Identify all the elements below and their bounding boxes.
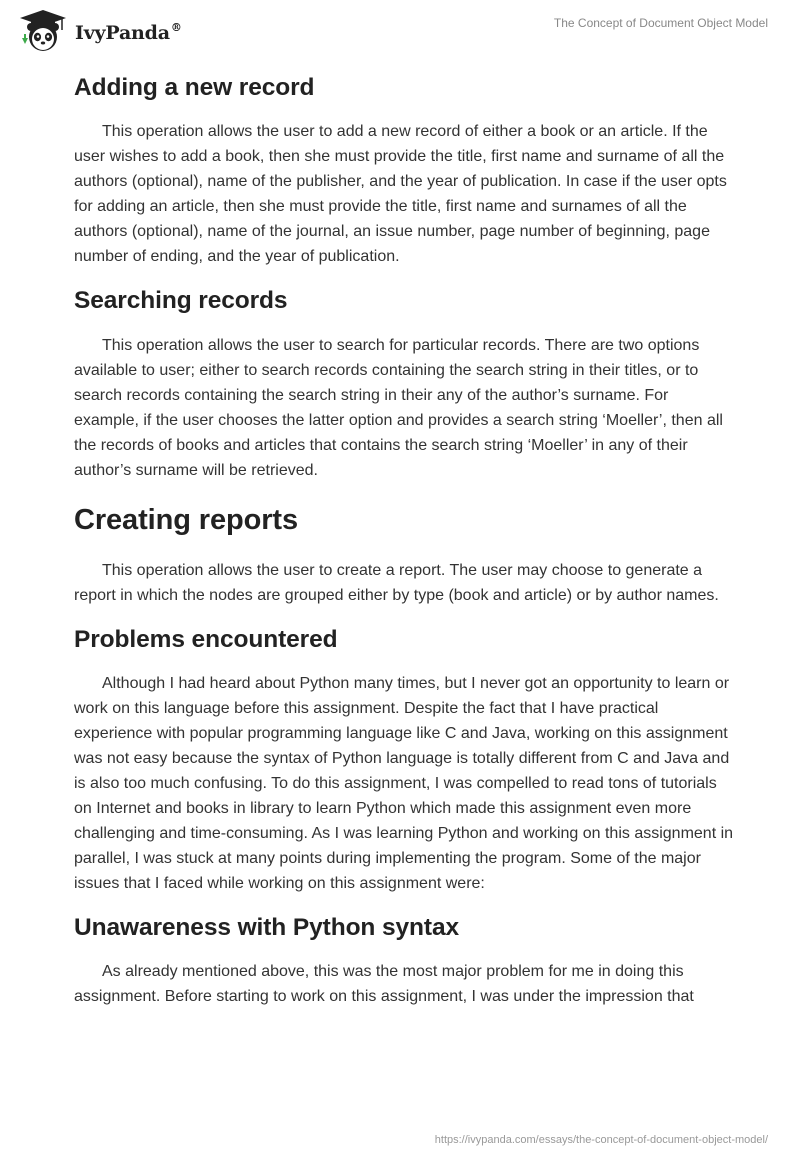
- essay-content: [74, 70, 734, 1009]
- section-heading-searching-records: Searching records: [74, 287, 288, 315]
- section-heading-adding-record: Adding a new record: [74, 74, 315, 101]
- document-title: The Concept of Document Object Model: [553, 16, 768, 30]
- paragraph-searching-records: This operation allows the user to search for particular records. There are two options available to user; either to search records containing the search string in their titles, or to search records containing the search string in their any of the author’s surname. For example, if the user chooses the latter option and provides a search string ‘Moeller’, then all the records of books and articles that contains the search string ‘Moeller’ in any of their author’s surname will be retrieved.: [74, 336, 723, 479]
- paragraph-problems-encountered: Although I had heard about Python many times, but I never got an opportunity to learn or work on this language before this assignment. Despite the fact that I have practical experience with popular programming language like C and Java, working on this assignment was not easy because the syntax of Python language is totally different from C and Java and is also too much confusing. To do this assignment, I was compelled to read tons of tutorials on Internet and books in library to learn Python which made this assignment even more challenging and time-consuming. As I was learning Python and working on this assignment in parallel, I was stuck at many points during implementing the program. Some of the major issues that I faced while working on this assignment were:: [74, 674, 734, 892]
- source-url[interactable]: https://ivypanda.com/essays/the-concept-of-document-object-model/: [434, 1134, 768, 1146]
- page-header: [0, 0, 800, 62]
- paragraph-creating-reports: This operation allows the user to create a report. The user may choose to generate a report in which the nodes are grouped either by type (book and article) or by author names.: [74, 561, 719, 604]
- section-heading-creating-reports: Creating reports: [74, 503, 298, 536]
- paragraph-unawareness-python: As already mentioned above, this was the most major problem for me in doing this assignment. Before starting to work on this assignment, I was under the impression that: [74, 963, 694, 1006]
- section-heading-problems-encountered: Problems encountered: [74, 625, 338, 653]
- ivypanda-logo[interactable]: [16, 8, 182, 54]
- brand-name-text: IvyPanda: [75, 21, 170, 44]
- registered-mark: ®: [170, 20, 182, 34]
- brand-name: [75, 21, 182, 44]
- panda-graduate-icon: [16, 8, 70, 54]
- section-heading-unawareness-python: Unawareness with Python syntax: [74, 913, 460, 941]
- paragraph-adding-record: This operation allows the user to add a new record of either a book or an article. If the user wishes to add a book, then she must provide the title, first name and surname of all the authors (optional), name of the publisher, and the year of publication. In case if the user opts for adding an article, then she must provide the title, first name and surnames of all the authors (optional), name of the journal, an issue number, page number of beginning, page number of ending, and the year of publication.: [74, 123, 727, 266]
